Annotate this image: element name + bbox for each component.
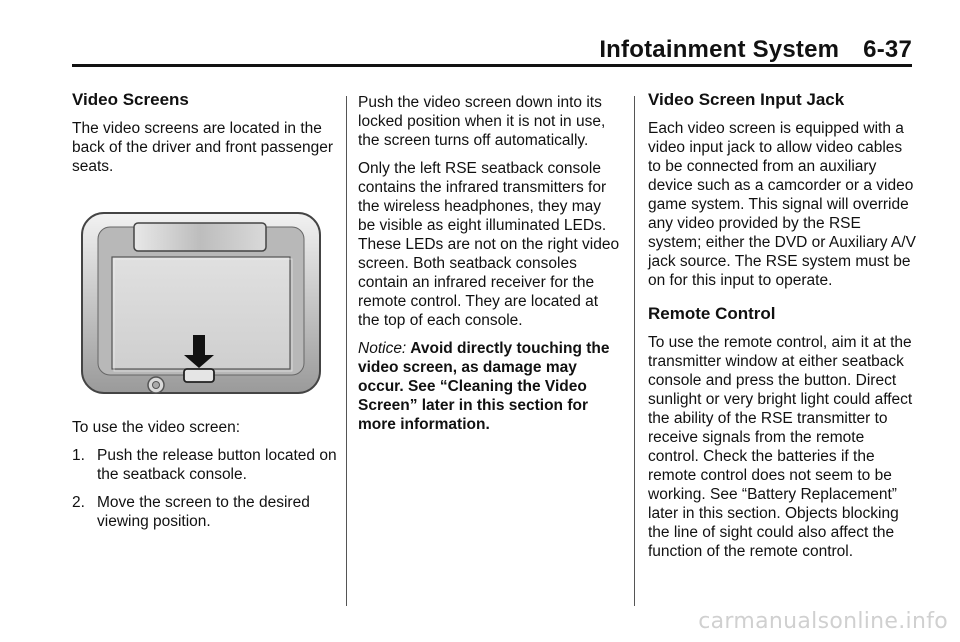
column-1 [72,90,340,540]
page-number: 6-37 [863,36,912,63]
step-number: 2. [72,494,85,511]
notice-text: Avoid directly touching the video screen, as damage may occur. See “Cleaning the Video Screen” later in this section for more information. [358,340,610,433]
notice-label: Notice: [358,340,407,357]
video-screens-heading: Video Screens [72,90,189,109]
rse-console-paragraph: Only the left RSE seatback console contains the infrared transmitters for the wireless headphones, they may be visible as eight illuminated LEDs. These LEDs are not on the right video screen. Both seatback consoles contain an infrared receiver for the remote control. They are located at the top of each console. [358,160,620,329]
list-item [72,493,340,531]
push-down-paragraph: Push the video screen down into its locked position when it is not in use, the screen turns off automatically. [358,94,606,149]
input-jack-heading: Video Screen Input Jack [648,90,845,109]
watermark: carmanualsonline.info [698,609,948,634]
video-screens-intro: The video screens are located in the back of the driver and front passenger seats. [72,120,334,175]
use-video-screen-intro: To use the video screen: [72,419,241,436]
steps-list [72,446,340,531]
page-header [599,36,912,64]
section-title: Infotainment System [599,36,840,63]
step-text: Push the release button located on the seatback console. [97,447,337,483]
step-text: Move the screen to the desired viewing position. [97,494,310,530]
step-number: 1. [72,447,85,464]
header-rule [72,64,912,67]
seatback-console-illustration [72,201,322,401]
list-item [72,446,340,484]
column-divider [634,96,635,606]
remote-control-heading: Remote Control [648,304,776,323]
column-2 [358,93,622,443]
input-jack-paragraph: Each video screen is equipped with a video input jack to allow video cables to be connected from an auxiliary device such as a camcorder or a video game system. This signal will override any video provided by the RSE system; either the DVD or Auxiliary A/V jack source. The RSE system must be on for this input to operate. [648,120,916,289]
remote-control-paragraph: To use the remote control, aim it at the transmitter window at either seatback console and press the button. Direct sunlight or very bright light could affect the ability of the RSE transmitter to receive signals from the remote control. Check the batteries if the remote control does not seem to be working. See “Battery Replacement” later in this section. Objects blocking the line of sight could also affect the function of the remote control. [648,334,913,560]
notice-paragraph [358,339,622,434]
column-divider [346,96,347,606]
column-3 [648,90,918,570]
